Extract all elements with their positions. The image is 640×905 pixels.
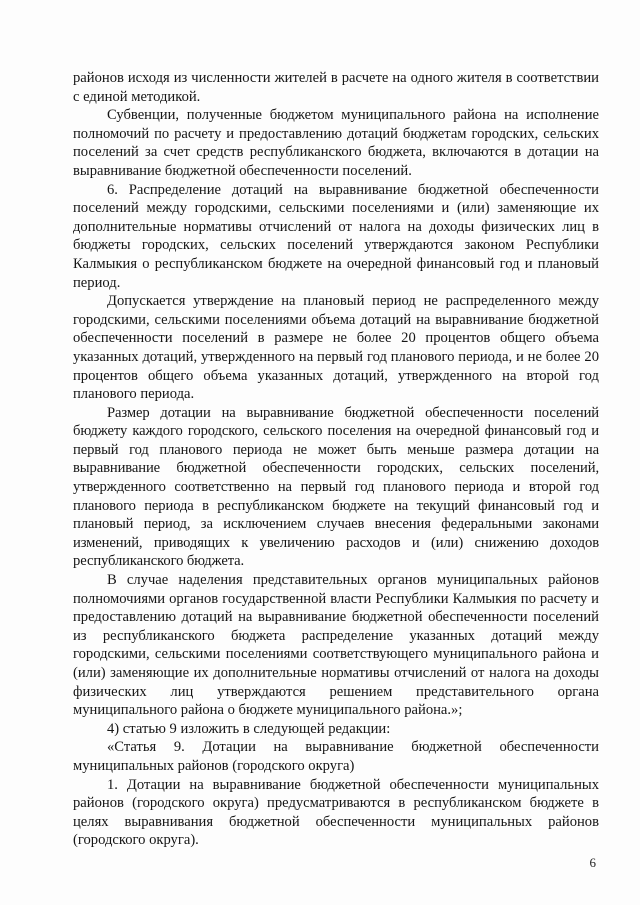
paragraph-representative-bodies: В случае наделения представительных органов муниципальных районов полномочиями органов государственной власти Республики Калмыкия по расчету и предоставлению дотаций на выравнивание бюджетной обеспеченности поселений из республиканского бюджета распределение указанных дотаций между городскими, сельскими поселениями соответствующего муниципального района и (или) заменяющие их дополнительные нормативы отчислений от налога на доходы физических лиц утверждаются решением представительного органа муниципального района о бюджете муниципального района.»;: [73, 572, 599, 719]
paragraph-planning-period: Допускается утверждение на плановый период не распределенного между городскими, сельскими поселениями объема дотаций на выравнивание бюджетной обеспеченности поселений в размере не более 20 процентов общего объема указанных дотаций, утвержденного на первый год планового периода, и не более 20 процентов общего объема указанных дотаций, утвержденного на второй год планового периода.: [73, 293, 599, 403]
document-body: [73, 69, 599, 850]
paragraph-continuation: районов исходя из численности жителей в расчете на одного жителя в соответствии с единой методикой.: [73, 70, 599, 105]
paragraph-subventions: Субвенции, полученные бюджетом муниципального района на исполнение полномочий по расчету и предоставлению дотаций бюджетам городских, сельских поселений за счет средств республиканского бюджета, включаются в дотации на выравнивание бюджетной обеспеченности поселений.: [73, 107, 599, 179]
paragraph-article-9-heading: «Статья 9. Дотации на выравнивание бюджетной обеспеченности муниципальных районов (городского округа): [73, 739, 599, 774]
page-number: 6: [589, 855, 596, 870]
paragraph-subsidy-size: Размер дотации на выравнивание бюджетной обеспеченности поселений бюджету каждого городского, сельского поселения на очередной финансовый год и первый год планового периода не может быть меньше размера дотации на выравнивание бюджетной обеспеченности городских, сельских поселений, утвержденного соответственно на первый год планового периода и второй год планового периода в республиканском бюджете на текущий финансовый год и плановый период, за исключением случаев внесения федеральными законами изменений, приводящих к увеличению расходов и (или) снижению доходов республиканского бюджета.: [73, 404, 599, 570]
paragraph-amendment-4: 4) статью 9 изложить в следующей редакции:: [107, 720, 391, 737]
paragraph-article-9-item-1: 1. Дотации на выравнивание бюджетной обеспеченности муниципальных районов (городского округа) предусматриваются в республиканском бюджете в целях выравнивания бюджетной обеспеченности муниципальных районов (городского округа).: [73, 776, 599, 849]
paragraph-item-6: 6. Распределение дотаций на выравнивание бюджетной обеспеченности поселений между городскими, сельскими поселениями и (или) заменяющие их дополнительные нормативы отчислений от налога на доходы физических лиц в бюджеты городских, сельских поселений утверждаются законом Республики Калмыкия о республиканском бюджете на очередной финансовый год и плановый период.: [73, 181, 599, 291]
